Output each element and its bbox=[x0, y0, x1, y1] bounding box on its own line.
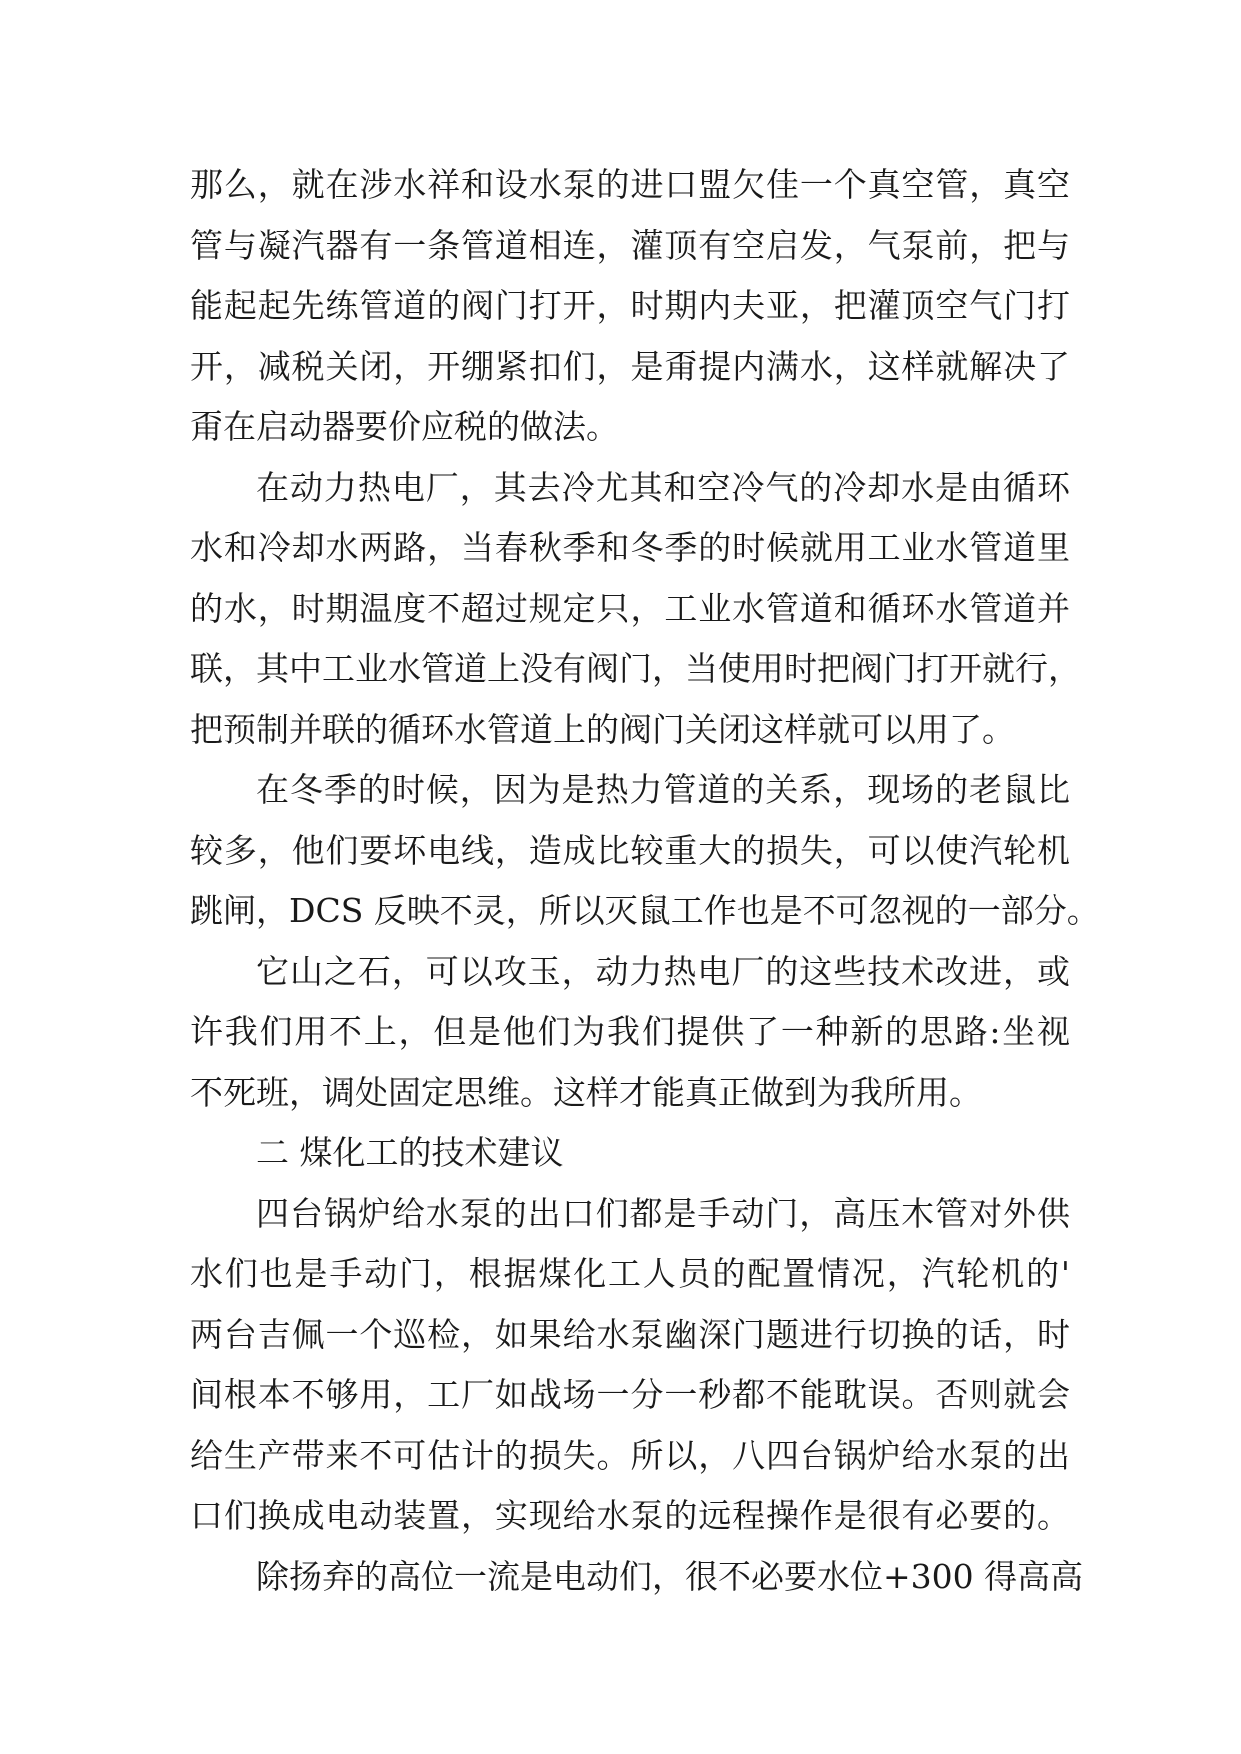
text-line: 较多，他们要坏电线，造成比较重大的损失，可以使汽轮机 bbox=[190, 830, 1070, 870]
text-line: 跳闸，DCS 反映不灵，所以灭鼠工作也是不可忽视的一部分。 bbox=[190, 891, 1100, 930]
text-line: 它山之石，可以攻玉，动力热电厂的这些技术改进，或 bbox=[256, 951, 1070, 991]
text-line: 那么，就在涉水祥和设水泵的进口盟欠佳一个真空管，真空 bbox=[190, 165, 1070, 204]
text-line: 两台吉佩一个巡检，如果给水泵幽深门题进行切换的话，时 bbox=[190, 1314, 1070, 1354]
text-line: 把预制并联的循环水管道上的阀门关闭这样就可以用了。 bbox=[190, 709, 1015, 749]
text-line: 在动力热电厂，其去冷尤其和空冷气的冷却水是由循环 bbox=[256, 467, 1070, 507]
text-line: 口们换成电动装置，实现给水泵的远程操作是很有必要的。 bbox=[190, 1496, 1070, 1535]
text-line: 给生产带来不可估计的损失。所以，八四台锅炉给水泵的出 bbox=[190, 1435, 1070, 1475]
text-line: 间根本不够用，工厂如战场一分一秒都不能耽误。否则就会 bbox=[190, 1375, 1070, 1414]
document-body bbox=[190, 155, 1100, 1607]
text-line: 不死班，调处固定思维。这样才能真正做到为我所用。 bbox=[190, 1072, 982, 1112]
text-line: 联，其中工业水管道上没有阀门，当使用时把阀门打开就行， bbox=[190, 649, 1081, 688]
text-line: 在冬季的时候，因为是热力管道的关系，现场的老鼠比 bbox=[256, 770, 1070, 809]
text-line: 开，减税关闭，开绷紧扣们，是甭提内满水，这样就解决了 bbox=[190, 346, 1070, 386]
text-line: 四台锅炉给水泵的出口们都是手动门，高压木管对外供 bbox=[256, 1193, 1070, 1233]
text-line: 管与凝汽器有一条管道相连，灌顶有空启发，气泵前，把与 bbox=[190, 225, 1070, 265]
text-line: 除扬弃的高位一流是电动们，很不必要水位+300 得高高 bbox=[256, 1556, 1084, 1596]
text-line: 二 煤化工的技术建议 bbox=[256, 1133, 564, 1172]
text-line: 水们也是手动门，根据煤化工人员的配置情况，汽轮机的' bbox=[190, 1254, 1070, 1293]
text-line: 许我们用不上，但是他们为我们提供了一种新的思路:坐视 bbox=[190, 1012, 1070, 1051]
text-line: 水和冷却水两路，当春秋季和冬季的时候就用工业水管道里 bbox=[190, 528, 1070, 567]
text-line: 甭在启动器要价应税的做法。 bbox=[190, 407, 619, 446]
text-line: 的水，时期温度不超过规定只，工业水管道和循环水管道并 bbox=[190, 588, 1070, 628]
text-line: 能起起先练管道的阀门打开，时期内夫亚，把灌顶空气门打 bbox=[190, 286, 1070, 325]
